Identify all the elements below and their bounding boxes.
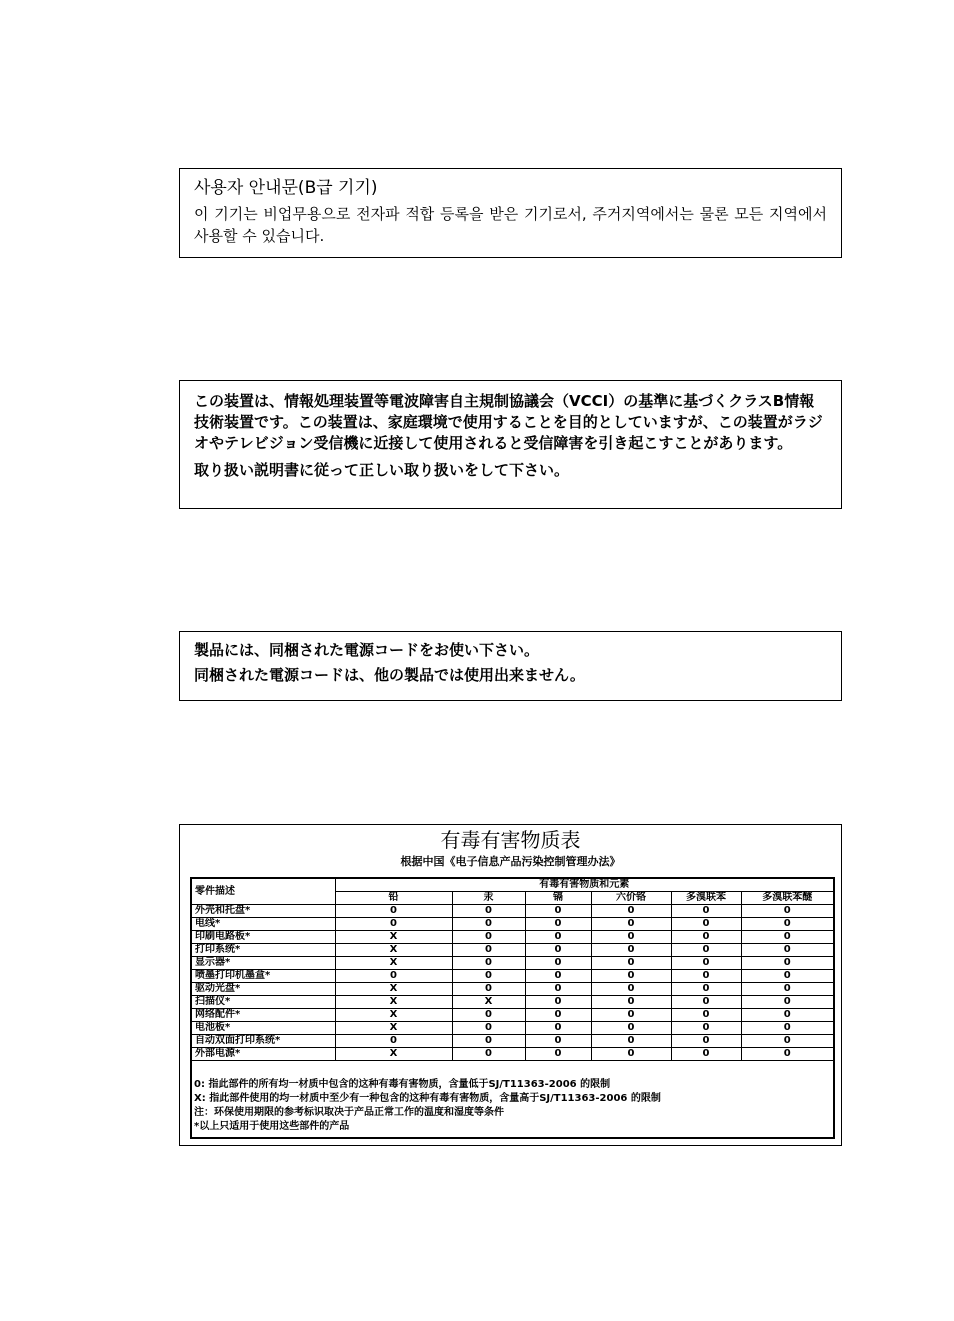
substance-value-cell: 0 (591, 931, 671, 944)
substance-value-cell: X (335, 1022, 452, 1035)
substance-header: 多溴联苯 (671, 892, 741, 905)
part-name-cell: 打印系统* (192, 944, 335, 957)
substance-value-cell: 0 (741, 931, 833, 944)
substance-value-cell: 0 (525, 1048, 591, 1061)
substance-value-cell: 0 (671, 1048, 741, 1061)
substance-value-cell: 0 (335, 1035, 452, 1048)
part-description-header: 零件描述 (192, 879, 335, 905)
substance-value-cell: 0 (335, 918, 452, 931)
substance-value-cell: 0 (741, 970, 833, 983)
vcci-notice-paragraph-1: この装置は、情報処理装置等電波障害自主規制協議会（VCCI）の基準に基づくクラスB情報技術装置です。この装置は、家庭環境で使用することを目的としていますが、この装置がラジオやテレビジョン受信機に近接して使用されると受信障害を引き起こすことがあります。 (194, 392, 823, 452)
rohs-note: *以上只适用于使用这些部件的产品 (194, 1121, 350, 1132)
substance-value-cell: 0 (452, 1035, 525, 1048)
substance-value-cell: 0 (525, 1035, 591, 1048)
part-name-cell: 电线* (192, 918, 335, 931)
toxic-substances-table-box (179, 824, 842, 1146)
substance-value-cell: 0 (741, 957, 833, 970)
rohs-table-body (192, 905, 833, 1061)
part-name-cell: 自动双面打印系统* (192, 1035, 335, 1048)
part-name-cell: 印刷电路板* (192, 931, 335, 944)
substance-value-cell: 0 (525, 905, 591, 918)
substance-value-cell: 0 (452, 944, 525, 957)
substance-value-cell: 0 (525, 983, 591, 996)
substance-value-cell: 0 (671, 918, 741, 931)
substance-value-cell: 0 (591, 1048, 671, 1061)
table-row (192, 944, 833, 957)
substance-header: 镉 (525, 892, 591, 905)
substance-value-cell: 0 (525, 996, 591, 1009)
substance-value-cell: 0 (591, 970, 671, 983)
substance-value-cell: 0 (741, 1048, 833, 1061)
part-name-cell: 网络配件* (192, 1009, 335, 1022)
table-row (192, 931, 833, 944)
substance-value-cell: 0 (525, 918, 591, 931)
vcci-notice-paragraph-2: 取り扱い説明書に従って正しい取り扱いをして下さい。 (194, 461, 570, 479)
substance-header: 铅 (335, 892, 452, 905)
substance-value-cell: 0 (671, 931, 741, 944)
substance-value-cell: 0 (741, 1022, 833, 1035)
substance-value-cell: 0 (452, 970, 525, 983)
part-name-cell: 电池板* (192, 1022, 335, 1035)
substance-value-cell: 0 (741, 996, 833, 1009)
substance-value-cell: 0 (591, 983, 671, 996)
substance-value-cell: 0 (452, 905, 525, 918)
substance-value-cell: 0 (741, 1009, 833, 1022)
substance-value-cell: 0 (591, 957, 671, 970)
table-row (192, 1009, 833, 1022)
substance-value-cell: 0 (452, 1048, 525, 1061)
table-row (192, 983, 833, 996)
substance-value-cell: 0 (671, 905, 741, 918)
part-name-cell: 扫描仪* (192, 996, 335, 1009)
power-cord-notice (179, 631, 842, 701)
substances-group-header: 有毒有害物质和元素 (335, 879, 833, 892)
substance-value-cell: 0 (741, 1035, 833, 1048)
substance-value-cell: 0 (525, 970, 591, 983)
substance-value-cell: 0 (525, 1022, 591, 1035)
table-row (192, 918, 833, 931)
substance-value-cell: 0 (671, 983, 741, 996)
substance-value-cell: 0 (671, 1009, 741, 1022)
rohs-table (192, 879, 833, 1061)
substance-value-cell: 0 (741, 944, 833, 957)
substance-value-cell: 0 (452, 983, 525, 996)
substance-value-cell: 0 (591, 918, 671, 931)
substance-value-cell: X (335, 996, 452, 1009)
part-name-cell: 外壳和托盘* (192, 905, 335, 918)
substance-value-cell: 0 (671, 944, 741, 957)
substance-value-cell: 0 (525, 931, 591, 944)
power-cord-notice-line-1: 製品には、同梱された電源コードをお使い下さい。 (194, 641, 540, 659)
substance-value-cell: 0 (525, 944, 591, 957)
substance-value-cell: 0 (452, 931, 525, 944)
korean-notice-body: 이 기기는 비업무용으로 전자파 적합 등록을 받은 기기로서, 주거지역에서는 물론 모든 지역에서 사용할 수 있습니다. (194, 205, 827, 245)
substance-header: 汞 (452, 892, 525, 905)
substance-value-cell: 0 (741, 983, 833, 996)
part-name-cell: 喷墨打印机墨盒* (192, 970, 335, 983)
substance-value-cell: 0 (452, 1009, 525, 1022)
substance-value-cell: 0 (671, 1035, 741, 1048)
power-cord-notice-line-2: 同梱された電源コードは、他の製品では使用出来ません。 (194, 666, 585, 684)
substance-value-cell: 0 (335, 905, 452, 918)
substance-value-cell: 0 (525, 1009, 591, 1022)
substance-value-cell: 0 (452, 957, 525, 970)
substance-value-cell: X (335, 944, 452, 957)
substance-value-cell: 0 (525, 957, 591, 970)
rohs-note: 注：环保使用期限的参考标识取决于产品正常工作的温度和湿度等条件 (194, 1107, 504, 1118)
substance-value-cell: 0 (741, 918, 833, 931)
substance-value-cell: 0 (591, 1009, 671, 1022)
substance-value-cell: 0 (671, 970, 741, 983)
rohs-subtitle: 根据中国《电子信息产品污染控制管理办法》 (400, 855, 621, 868)
rohs-table-frame (190, 877, 835, 1139)
korean-notice-title: 사용자 안내문(B급 기기) (194, 178, 378, 198)
vcci-notice (179, 380, 842, 509)
substance-value-cell: 0 (335, 970, 452, 983)
substance-value-cell: 0 (452, 1022, 525, 1035)
rohs-notes (194, 1078, 661, 1134)
table-row (192, 1035, 833, 1048)
substance-value-cell: 0 (741, 905, 833, 918)
part-name-cell: 显示器* (192, 957, 335, 970)
substance-value-cell: 0 (452, 918, 525, 931)
substance-value-cell: X (335, 983, 452, 996)
substance-value-cell: X (335, 1048, 452, 1061)
table-row (192, 1048, 833, 1061)
substance-value-cell: 0 (671, 1022, 741, 1035)
substance-value-cell: X (335, 931, 452, 944)
substance-value-cell: 0 (591, 944, 671, 957)
substance-value-cell: X (335, 957, 452, 970)
substance-header: 六价铬 (591, 892, 671, 905)
korean-emc-notice (179, 168, 842, 258)
substance-value-cell: X (452, 996, 525, 1009)
substance-header: 多溴联苯醚 (741, 892, 833, 905)
substance-value-cell: 0 (671, 996, 741, 1009)
substance-value-cell: X (335, 1009, 452, 1022)
part-name-cell: 外部电源* (192, 1048, 335, 1061)
substance-value-cell: 0 (591, 996, 671, 1009)
rohs-note: X: 指此部件使用的均一材质中至少有一种包含的这种有毒有害物质，含量高于SJ/T11363-2006 的限制 (194, 1093, 661, 1104)
table-row (192, 1022, 833, 1035)
substance-value-cell: 0 (671, 957, 741, 970)
substance-value-cell: 0 (591, 1035, 671, 1048)
table-row (192, 996, 833, 1009)
rohs-title: 有毒有害物质表 (440, 828, 581, 852)
substance-value-cell: 0 (591, 1022, 671, 1035)
table-row (192, 970, 833, 983)
table-row (192, 905, 833, 918)
substance-value-cell: 0 (591, 905, 671, 918)
table-row (192, 957, 833, 970)
rohs-note: 0: 指此部件的所有均一材质中包含的这种有毒有害物质，含量低于SJ/T11363-2006 的限制 (194, 1079, 611, 1090)
part-name-cell: 驱动光盘* (192, 983, 335, 996)
